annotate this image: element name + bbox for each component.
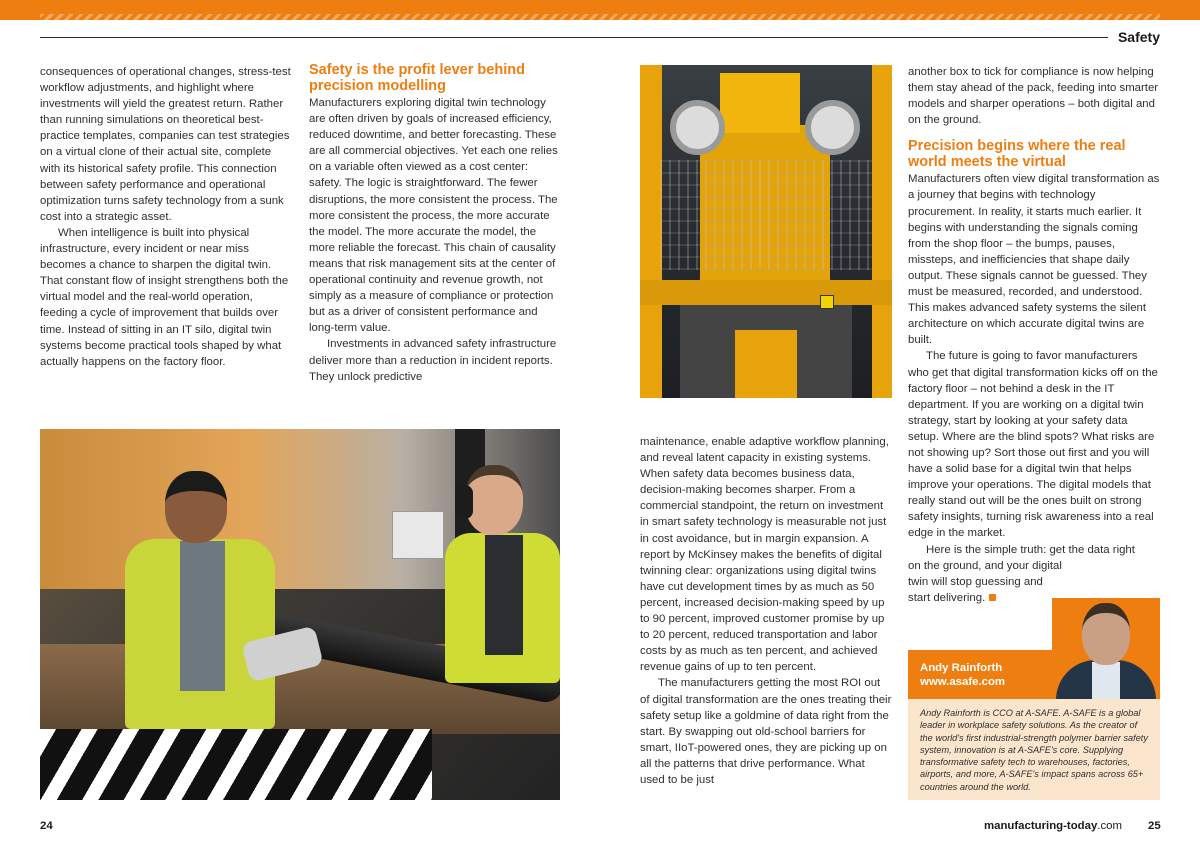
- top-band-hatching: [40, 14, 1160, 20]
- page-number-left: 24: [40, 820, 53, 832]
- author-photo: [1052, 598, 1160, 699]
- col3-paragraph-2: The manufacturers getting the most ROI out of digital transformation are the ones treating their safety setup like a goldmine of data right from the start. By swapping out old-school barriers for smart, IIoT-powered ones, they are picking up on all the patterns that drive performance. What used to be just: [640, 677, 892, 786]
- col4-closing-text: start delivering.: [908, 591, 986, 604]
- col4-paragraph-4-line-3: twin will stop guessing and: [908, 575, 1043, 588]
- author-name: Andy Rainforth: [920, 662, 1003, 674]
- worker-right: [445, 465, 560, 715]
- header-rule: [40, 37, 1108, 38]
- industrial-machine-photo: [640, 65, 892, 398]
- warning-sign-icon: [820, 295, 834, 309]
- col4-paragraph-4-line-1: Here is the simple truth: get the data right: [926, 543, 1135, 556]
- col2-heading: Safety is the profit lever behind precision modelling: [309, 62, 525, 94]
- col3-paragraph-1: maintenance, enable adaptive workflow planning, and reveal latent capacity in existing systems. When safety data becomes business data, decision-making becomes sharper. From a commercial standpoint, the return on investment in smart safety technology is measurable not just in cost avoidance, but in margin expansion. A report by McKinsey makes the benefits of digital twinning clear: organizations using digital twins have cut development times by as much as 50 percent, increased decision-making speed by up to 90 percent, improved customer promise by up to 20 percent, reduced transportation and labor costs by as much as ten percent, and achieved revenue gains of up to ten percent.: [640, 436, 889, 674]
- motor-right-icon: [805, 100, 860, 155]
- column-2: [309, 62, 561, 385]
- end-mark-icon: [989, 594, 996, 601]
- col4-paragraph-4-line-2: on the ground, and your digital: [908, 559, 1062, 572]
- hazard-stripes: [40, 729, 432, 800]
- col1-paragraph-2: When intelligence is built into physical infrastructure, every incident or near miss becomes a chance to sharpen the digital twin. That constant flow of insight strengthens both the virtual model and the real-world operation, feeding a cycle of improvement that builds over time. Instead of sitting in an IT silo, digital twin systems become practical tools shaped by what actually happens on the factory floor.: [40, 226, 289, 368]
- footer-site-suffix: .com: [1097, 820, 1122, 832]
- column-1: [40, 64, 292, 370]
- motor-left-icon: [670, 100, 725, 155]
- page-number-right: 25: [1148, 820, 1161, 832]
- footer-site: [984, 820, 1122, 832]
- footer-site-name: manufacturing-today: [984, 820, 1098, 832]
- col2-paragraph-1: Manufacturers exploring digital twin technology are often driven by goals of increased efficiency, reduced downtime, and better forecasting. These are all commercial objectives. Yet each one relies on a variable often viewed as a cost center: safety. The logic is straightforward. The fewer disruptions, the more consistent the process. The more consistent the process, the more accurate the model. The more accurate the model, the more reliable the forecast. This chain of causality means that risk management sits at the center of operational continuity and revenue growth, not simply as a measure of compliance or protection but as a driver of consistent performance and long-term value.: [309, 97, 558, 335]
- col4-paragraph-3: The future is going to favor manufacturers who get that digital transformation kicks off on the factory floor – not behind a desk in the IT department. If you are working on a digital twin strategy, start by looking at your safety data setup. Where are the blind spots? What risks are not showing up? Sort those out first and you will have a solid base for a digital twin that helps improve your operations. The digital models that really stand out will be the ones built on strong safety insights, turning risk awareness into a real edge in the market.: [908, 350, 1158, 540]
- factory-workers-photo: [40, 429, 560, 800]
- col4-paragraph-2: Manufacturers often view digital transformation as a journey that begins with technology procurement. In reality, it starts much earlier. It begins with understanding the signals coming from the shop floor – the bumps, pauses, missteps, and inefficiencies that shape daily output. These signals cannot be guessed. They must be measured, recorded, and understood. This makes advanced safety systems the silent architecture on which accurate digital twins are built.: [908, 173, 1160, 347]
- col4-paragraph-1: another box to tick for compliance is now helping them stay ahead of the pack, feeding into smarter models and sharper operations – both digital and on the ground.: [908, 66, 1159, 127]
- col4-heading: Precision begins where the real world meets the virtual: [908, 138, 1126, 171]
- column-3: [640, 434, 892, 788]
- author-bio: Andy Rainforth is CCO at A-SAFE. A-SAFE is a global leader in workplace safety solutions. As the creator of the world's first industrial-strength polymer barrier safety system, innovation is at A-SAFE's core. Supplying transformative safety tech to warehouses, factories, airports, and more, A-SAFE's impact spans across 65+ countries around the world.: [908, 699, 1160, 800]
- column-4: [908, 64, 1160, 606]
- section-label: Safety: [1117, 29, 1160, 45]
- col1-paragraph-1: consequences of operational changes, stress-test workflow adjustments, and highlight where investments will yield the greatest return. Rather than running simulations on theoretical best-practice templates, companies can test strategies on a virtual clone of their actual site, complete with its historical safety profile. This connection between safety performance and operational optimization turns safety technology from a sunk cost into a strategic asset.: [40, 66, 291, 223]
- author-url: www.asafe.com: [920, 676, 1006, 688]
- col2-paragraph-2: Investments in advanced safety infrastructure deliver more than a reduction in incident reports. They unlock predictive: [309, 338, 557, 383]
